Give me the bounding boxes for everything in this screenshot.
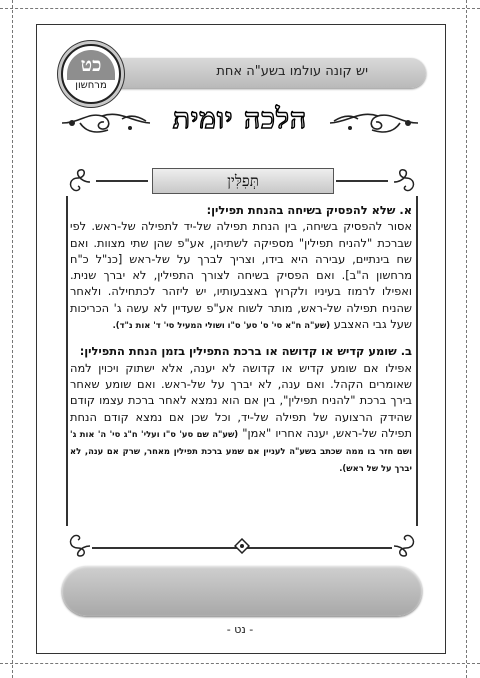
paragraph [70, 343, 412, 476]
page-number: - נט - [226, 623, 254, 636]
left-flourish-icon [60, 108, 152, 138]
bottom-banner [62, 566, 422, 616]
corner-ornament-icon [66, 168, 92, 194]
seal-day: כט [80, 54, 102, 76]
paragraph [70, 202, 412, 333]
corner-ornament-icon [392, 168, 418, 194]
section-rule-right [336, 180, 388, 182]
top-banner [70, 58, 426, 88]
corner-ornament-icon [392, 532, 418, 558]
halacha-content [70, 202, 412, 487]
banner-text: יש קונה עולמו בשע"ה אחת [216, 64, 368, 79]
section-title: תְּפִלִּין [152, 168, 334, 194]
seal-day-badge [67, 50, 115, 80]
cut-line-right [466, 0, 467, 678]
paragraph-heading: ב. שומע קדיש או קדושה או ברכת התפילין בזמן הנחת התפילין: [79, 344, 412, 359]
section-rule-left [96, 180, 148, 182]
corner-ornament-icon [66, 532, 92, 558]
cut-line-bottom [0, 663, 480, 664]
paragraph-body: אפילו אם שומע קדיש או קדושה לא יענה, אלא ישתוק ויכוין למה שאומרים הקהל. ואם ענה, לא יברך על של-ראש. ואם שומע שאחר בירך ברכת "להניח תפילין", בין אם הוא נמצא לאחר ברכת עצמו קודם שהידק הרצועה של תפילה של-יד, וכל שכן אם נמצא קודם הנחת תפילה של-ראש, יענה אחריו "אמן" [70, 360, 412, 440]
bottom-ornament [66, 520, 418, 560]
paragraph-body: אסור להפסיק בשיחה, בין הנחת תפילה של-יד לתפילה של-ראש. לפי שברכת "להניח תפילין" מספיקה לשתיהן, אע"פ שהן שתי מצוות. ואם שח בינתיים, עבירה היא בידו, וצריך לברך על של-ראש [כנ"ל כ"ח מרחשון ה"ב]. ואם הפסיק בשיחה לצורך התפילין, לא יברך שנית. ואפילו לרמוז בעיניו ולקרוץ באצבעותיו, יש ליזהר לכתחילה. ולאחר שהניח תפילה של-ראש, מותר לשוח אע"פ שעדיין לא עשה ג' הכריכות שעל גבי האצבע [70, 219, 412, 332]
title-row [60, 100, 420, 144]
source-citation: (שע"ה שם סע' ס"ו ועלי' ח"ג סי' ה' אות ג' ושם חזר בו ממה שכתב בשע"ה לעניין אם שמע ברכת תפילין מאחר, שרק אם ענה, לא יברך על של ראש). [70, 428, 412, 474]
cut-line-top [0, 8, 480, 9]
left-side-rule [66, 196, 68, 526]
section-header [66, 164, 418, 198]
source-citation: (שע"ה ח"א סי' ס' סע' ס"ו ושולי המעיל סי' ד' אות נ"ד). [112, 320, 331, 331]
date-seal [61, 44, 121, 104]
diamond-icon [234, 538, 250, 554]
right-flourish-icon [328, 108, 420, 138]
paragraph-heading: א. שלא להפסיק בשיחה בהנחת תפילין: [206, 203, 412, 217]
right-side-rule [416, 196, 418, 526]
page-title: הלכה יומית [172, 102, 308, 135]
seal-month: מרחשון [75, 80, 107, 91]
cut-line-left [12, 0, 13, 678]
